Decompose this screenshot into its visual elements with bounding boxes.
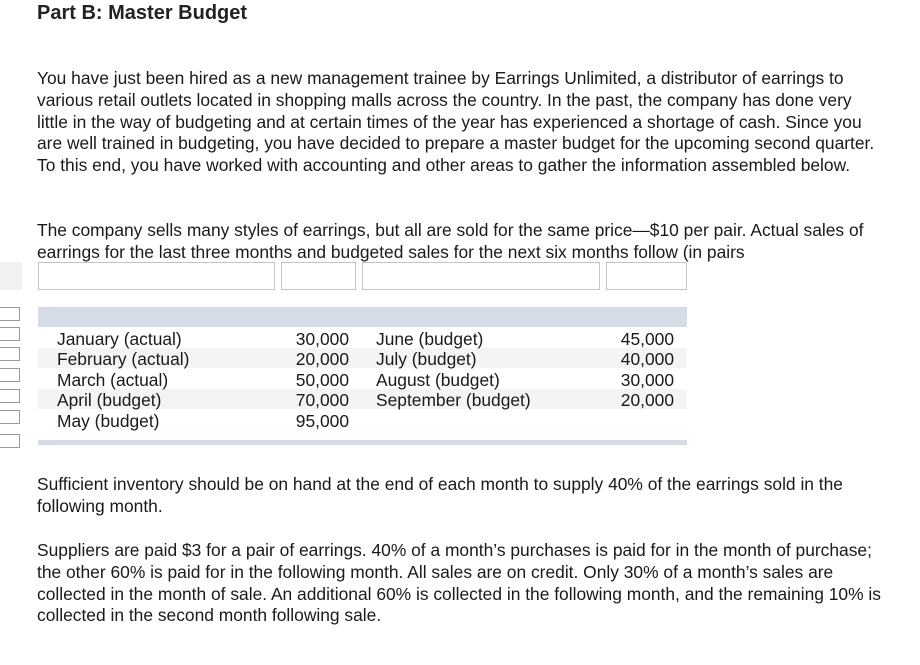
table-header-input-3[interactable] bbox=[362, 262, 600, 290]
month-label: May (budget) bbox=[57, 411, 160, 431]
row-checkbox[interactable] bbox=[0, 347, 20, 361]
pairs-value: 20,000 bbox=[620, 390, 674, 410]
row-checkbox[interactable] bbox=[0, 410, 20, 424]
pairs-value: 40,000 bbox=[620, 349, 674, 369]
inventory-paragraph: Sufficient inventory should be on hand at the end of each month to supply 40% of the earrings sold in the following month. bbox=[37, 474, 843, 516]
sales-intro-paragraph: The company sells many styles of earrings, but all are sold for the same price—$10 per pair. Actual sales of earrings for the last three months and budgeted sales for the next six months follow (in pairs bbox=[37, 220, 864, 262]
table-header-input-1[interactable] bbox=[38, 262, 275, 290]
month-label: July (budget) bbox=[376, 349, 477, 369]
row-checkbox[interactable] bbox=[0, 368, 20, 382]
page-title: Part B: Master Budget bbox=[37, 2, 248, 24]
pairs-value: 30,000 bbox=[620, 370, 674, 390]
pairs-value: 20,000 bbox=[295, 349, 349, 369]
month-label: April (budget) bbox=[57, 390, 162, 410]
month-label: January (actual) bbox=[57, 329, 182, 349]
row-checkbox[interactable] bbox=[0, 389, 20, 403]
pairs-value: 30,000 bbox=[295, 329, 349, 349]
table-header-input-4[interactable] bbox=[606, 262, 687, 290]
sales-table-header bbox=[38, 307, 687, 327]
intro-paragraph: You have just been hired as a new management trainee by Earrings Unlimited, a distributor of earrings to various retail outlets located in shopping malls across the country. In the past, the company has done very little in the way of budgeting and at certain times of the year has experienced a shortage of cash. Since you are well trained in budgeting, you have decided to prepare a master budget for the upcoming second quarter. To this end, you have worked with accounting and other areas to gather the information assembled below. bbox=[37, 68, 875, 176]
table-header-input-2[interactable] bbox=[281, 262, 356, 290]
pairs-value: 95,000 bbox=[295, 411, 349, 431]
sales-table-footer bbox=[38, 440, 687, 445]
month-label: September (budget) bbox=[376, 390, 531, 410]
pairs-value: 50,000 bbox=[295, 370, 349, 390]
pairs-value: 45,000 bbox=[620, 329, 674, 349]
pairs-value: 70,000 bbox=[295, 390, 349, 410]
month-label: February (actual) bbox=[57, 349, 190, 369]
month-label: August (budget) bbox=[376, 370, 500, 390]
left-panel-stub bbox=[0, 262, 22, 290]
month-label: March (actual) bbox=[57, 370, 169, 390]
row-checkbox[interactable] bbox=[0, 307, 20, 321]
month-label: June (budget) bbox=[376, 329, 484, 349]
row-checkbox[interactable] bbox=[0, 327, 20, 341]
suppliers-paragraph: Suppliers are paid $3 for a pair of earrings. 40% of a month’s purchases is paid for in the month of purchase; the other 60% is paid for in the following month. All sales are on credit. Only 30% of a month’s sales are collected in the month of sale. An additional 60% is collected in the following month, and the remaining 10% is collected in the second month following sale. bbox=[37, 540, 881, 626]
row-checkbox[interactable] bbox=[0, 434, 20, 448]
